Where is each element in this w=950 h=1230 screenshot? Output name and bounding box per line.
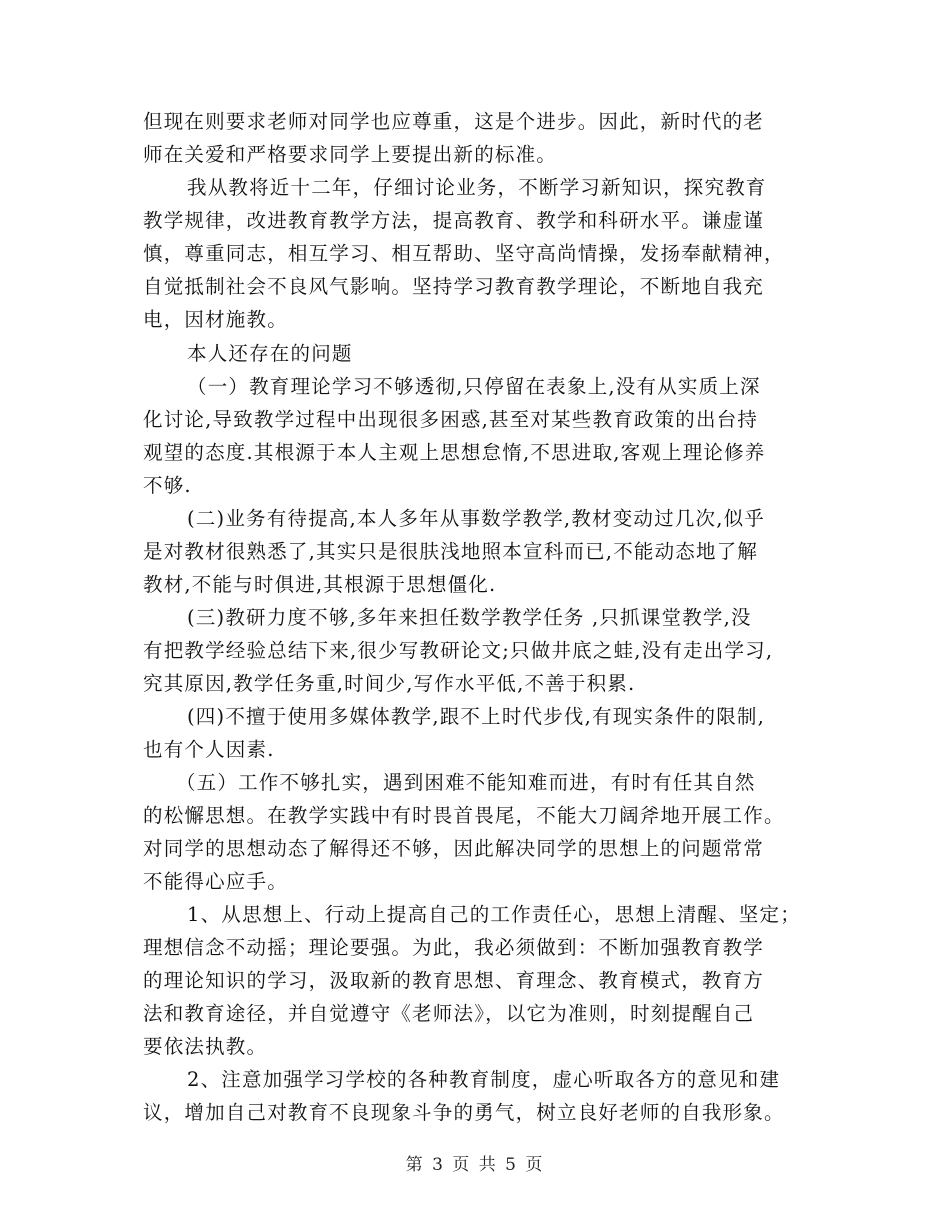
text-line: 教材,不能与时俱进,其根源于思想僵化. xyxy=(143,573,497,596)
text-line: 理想信念不动摇；理论要强。为此，我必须做到：不断加强教育教学 xyxy=(143,936,765,959)
text-line: 我从教将近十二年，仔细讨论业务，不断学习新知识，探究教育 xyxy=(187,176,767,199)
text-line: (四)不擅于使用多媒体教学,跟不上时代步伐,有现实条件的限制, xyxy=(187,705,766,728)
text-line: 但现在则要求老师对同学也应尊重，这是个进步。因此，新时代的老 xyxy=(143,110,765,133)
text-line: （一）教育理论学习不够透彻,只停留在表象上,没有从实质上深 xyxy=(187,375,761,398)
text-line: 要依法执教。 xyxy=(143,1035,268,1058)
text-line: 的松懈思想。在教学实践中有时畏首畏尾，不能大刀阔斧地开展工作。 xyxy=(143,804,785,827)
text-line: 观望的态度.其根源于本人主观上思想怠惰,不思进取,客观上理论修养 xyxy=(143,441,766,464)
text-line: 的理论知识的学习，汲取新的教育思想、育理念、教育模式，教育方 xyxy=(143,969,765,992)
text-line: (三)教研力度不够,多年来担任数学教学任务 ,只抓课堂教学,没 xyxy=(187,606,752,629)
text-line: 法和教育途径，并自觉遵守《老师法》，以它为准则，时刻提醒自己 xyxy=(143,1002,755,1025)
text-line: (二)业务有待提高,本人多年从事数学教学,教材变动过几次,似乎 xyxy=(187,507,766,530)
text-line: 2、注意加强学习学校的各种教育制度，虚心听取各方的意见和建 xyxy=(187,1068,781,1091)
text-line: 是对教材很熟悉了,其实只是很肤浅地照本宣科而已,不能动态地了解 xyxy=(143,540,759,563)
text-line: 电，因材施教。 xyxy=(143,308,288,331)
section-heading: 本人还存在的问题 xyxy=(187,342,353,365)
text-line: 1、从思想上、行动上提高自己的工作责任心，思想上清醒、坚定； xyxy=(187,903,801,926)
text-line: 慎，尊重同志，相互学习、相互帮助、坚守高尚情操，发扬奉献精神， xyxy=(143,242,785,265)
text-line: 议，增加自己对教育不良现象斗争的勇气，树立良好老师的自我形象。 xyxy=(143,1101,785,1124)
text-line: 不够. xyxy=(143,474,192,497)
text-line: 师在关爱和严格要求同学上要提出新的标准。 xyxy=(143,143,558,166)
text-line: 也有个人因素. xyxy=(143,738,275,761)
text-line: 不能得心应手。 xyxy=(143,870,288,893)
text-line: 有把教学经验总结下来,很少写教研论文;只做井底之蛙,没有走出学习, xyxy=(143,639,774,662)
text-line: 教学规律，改进教育教学方法，提高教育、教学和科研水平。谦虚谨 xyxy=(143,209,765,232)
text-line: 自觉抵制社会不良风气影响。坚持学习教育教学理论，不断地自我充 xyxy=(143,275,765,298)
text-line: 对同学的思想动态了解得还不够，因此解决同学的思想上的问题常常 xyxy=(143,837,765,860)
text-line: 化讨论,导致教学过程中出现很多困惑,甚至对某些教育政策的出台持 xyxy=(143,408,759,431)
page-number-footer: 第 3 页 共 5 页 xyxy=(405,1155,545,1175)
text-line: 究其原因,教学任务重,时间少,写作水平低,不善于积累. xyxy=(143,672,636,695)
text-line: （五）工作不够扎实，遇到困难不能知难而进，有时有任其自然 xyxy=(176,771,756,794)
